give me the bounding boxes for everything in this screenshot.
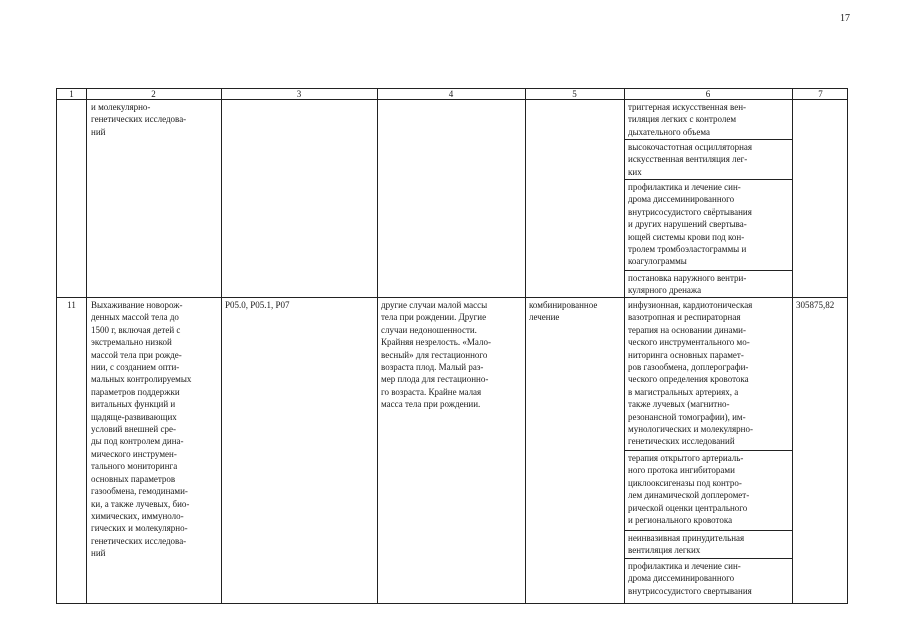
row-11-number: 11	[67, 300, 76, 310]
services-table	[56, 88, 848, 604]
page-number: 17	[840, 13, 850, 24]
header-divider	[57, 99, 847, 100]
row-11-treatment-type: комбинированное лечение	[529, 300, 598, 323]
header-col-5: 5	[572, 89, 577, 99]
row-11-codes: P05.0, P05.1, P07	[225, 300, 290, 310]
header-col-7: 7	[818, 89, 823, 99]
header-col-1: 1	[69, 89, 74, 99]
row-divider	[57, 297, 847, 298]
header-col-6: 6	[705, 89, 711, 99]
row-11-method-2: терапия открытого артериаль- ного протока ингибиторами циклооксигеназы под контро- лем динамической доплеромет- рической оценки центрального и регионального кровотока	[628, 453, 750, 526]
row-11-method-1: инфузионная, кардиотоническая вазотропная и респираторная терапия на основании динами- ческого инструментального мо- ниторинга основных парамет- ров газообмена, доплерографи- ческого определения кровотока в магистральных артериях, а также лучевых (магнитно- резонансной томографии), им- мунологических и молекулярно- генетических исследований	[628, 300, 753, 447]
row-11-diagnosis: другие случаи малой массы тела при рождении. Другие случаи недоношенности. Крайняя незрелость. «Мало- весный» для гестационного возраста плод. Малый раз- мер плода для гестационно- го возраста. Крайне малая масса тела при рождении.	[381, 300, 491, 410]
col-divider	[624, 89, 625, 603]
prev-row-method-2: высокочастотная осцилляторная искусственная вентиляция лег- ких	[628, 142, 753, 177]
prev-row-method-4: постановка наружного вентри- кулярного дренажа	[628, 273, 747, 296]
header-col-4: 4	[448, 89, 454, 99]
prev-row-method-3: профилактика и лечение син- дрома диссеминированного внутрисосудистого свёртывания и других нарушений свертыва- ющей системы крови под кон- тролем тромбоэластограммы и коагулограммы	[628, 182, 752, 267]
header-col-3: 3	[296, 89, 302, 99]
method-divider	[624, 530, 792, 531]
row-11-method-4: профилактика и лечение син- дрома диссеминированного внутрисосудистого свертывания	[628, 561, 752, 596]
prev-row-description: и молекулярно- генетических исследова- ний	[91, 102, 187, 137]
method-divider	[624, 558, 792, 559]
method-divider	[624, 139, 792, 140]
row-11-cost: 305875,82	[796, 300, 835, 310]
row-11-method-3: неинвазивная принудительная вентиляция легких	[628, 533, 745, 556]
method-divider	[624, 179, 792, 180]
row-11-description: Выхаживание новорож- денных массой тела до 1500 г, включая детей с экстремально низкой массой тела при рожде- нии, с созданием опти- мальных контролируемых параметров поддержки витальных функций и щадяще-развивающих условий внешней сре- ды под контролем дина- мического инструмен- тального мониторинга основных параметров газообмена, гемодинами- ки, а также лучевых, био- химических, иммуноло- гических и молекулярно- генетических исследова- ний	[91, 300, 192, 559]
method-divider	[624, 450, 792, 451]
col-divider	[221, 89, 222, 603]
method-divider	[624, 270, 792, 271]
prev-row-method-1: триггерная искусственная вен- тиляция легких с контролем дыхательного объема	[628, 102, 747, 137]
header-col-2: 2	[151, 89, 156, 99]
col-divider	[792, 89, 793, 603]
col-divider	[377, 89, 378, 603]
col-divider	[525, 89, 526, 603]
col-divider	[86, 89, 87, 603]
